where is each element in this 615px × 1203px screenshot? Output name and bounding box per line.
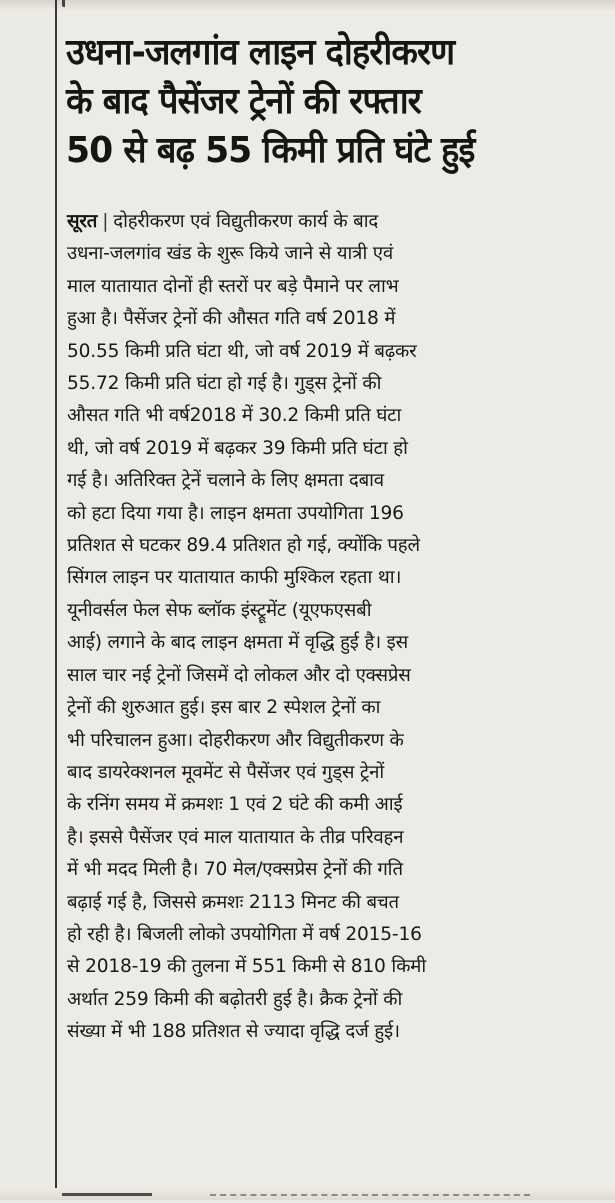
- body-line-9: गई है। अतिरिक्त ट्रेनें चलाने के लिए क्षमता दबाव: [67, 470, 384, 492]
- body-line-14: आई) लगाने के बाद लाइन क्षमता में वृद्धि हुई है। इस: [67, 632, 408, 654]
- body-line-10: को हटा दिया गया है। लाइन क्षमता उपयोगिता 196: [67, 502, 404, 524]
- body-line-5: 50.55 किमी प्रति घंटा थी, जो वर्ष 2019 में बढ़कर: [67, 340, 417, 362]
- next-article-fragment-2: [210, 1194, 530, 1202]
- previous-article-fragment: [62, 0, 275, 7]
- body-line-1-text: दोहरीकरण एवं विद्युतीकरण कार्य के बाद: [113, 211, 379, 232]
- body-line-20: है। इससे पैसेंजर एवं माल यातायात के तीव्र परिवहन: [67, 826, 404, 848]
- headline-line-3: 50 से बढ़ 55 किमी प्रति घंटे हुई: [66, 130, 475, 171]
- body-line-2: उधना-जलगांव खंड के शुरू किये जाने से यात्री एवं: [67, 243, 393, 265]
- body-line-18: बाद डायरेक्शनल मूवमेंट से पैसेंजर एवं गुड्स ट्रेनों: [67, 761, 385, 783]
- body-line-23: हो रही है। बिजली लोको उपयोगिता में वर्ष 2015-16: [67, 923, 422, 945]
- body-line-15: साल चार नई ट्रेनों जिसमें दो लोकल और दो एक्सप्रेस: [67, 664, 411, 686]
- headline-line-1: उधना-जलगांव लाइन दोहरीकरण: [66, 32, 455, 73]
- body-line-21: में भी मदद मिली है। 70 मेल/एक्सप्रेस ट्रेनों की गति: [67, 859, 403, 881]
- headline-line-2: के बाद पैसेंजर ट्रेनों की रफ्तार: [66, 81, 421, 122]
- body-line-6: 55.72 किमी प्रति घंटा हो गई है। गुड्स ट्रेनों की: [67, 373, 382, 395]
- body-line-11: प्रतिशत से घटकर 89.4 प्रतिशत हो गई, क्योंकि पहले: [67, 535, 420, 557]
- body-line-1: [67, 206, 595, 238]
- body-line-7: औसत गति भी वर्ष2018 में 30.2 किमी प्रति घंटा: [67, 405, 402, 427]
- body-line-25: अर्थात 259 किमी की बढ़ोतरी हुई है। क्रैक ट्रेनों की: [67, 988, 403, 1010]
- body-line-24: से 2018-19 की तुलना में 551 किमी से 810 किमी: [67, 956, 427, 978]
- dateline: सूरत: [67, 211, 98, 232]
- body-line-8: थी, जो वर्ष 2019 में बढ़कर 39 किमी प्रति घंटा हो: [67, 437, 408, 459]
- body-line-16: ट्रेनों की शुरुआत हुई। इस बार 2 स्पेशल ट्रेनों का: [67, 697, 381, 719]
- body-line-19: के रनिंग समय में क्रमशः 1 एवं 2 घंटे की कमी आई: [67, 794, 403, 816]
- body-line-12: सिंगल लाइन पर यातायात काफी मुश्किल रहता था।: [67, 567, 402, 589]
- article-headline: [66, 28, 565, 175]
- article-body: [67, 206, 595, 1049]
- body-line-17: भी परिचालन हुआ। दोहरीकरण और विद्युतीकरण के: [67, 729, 404, 751]
- next-article-fragment: [62, 1193, 152, 1203]
- dateline-separator: |: [102, 211, 109, 232]
- body-line-22: बढ़ाई गई है, जिससे क्रमशः 2113 मिनट की बचत: [67, 891, 399, 913]
- body-line-4: हुआ है। पैसेंजर ट्रेनों की औसत गति वर्ष 2018 में: [67, 308, 396, 330]
- article-text: [67, 206, 595, 1049]
- body-line-3: माल यातायात दोनों ही स्तरों पर बड़े पैमाने पर लाभ: [67, 275, 399, 297]
- body-line-13: यूनीवर्सल फेल सेफ ब्लॉक इंस्ट्रूमेंट (यूएफएसबी: [67, 599, 372, 621]
- body-line-26: संख्या में भी 188 प्रतिशत से ज्यादा वृद्धि दर्ज हुई।: [67, 1021, 400, 1043]
